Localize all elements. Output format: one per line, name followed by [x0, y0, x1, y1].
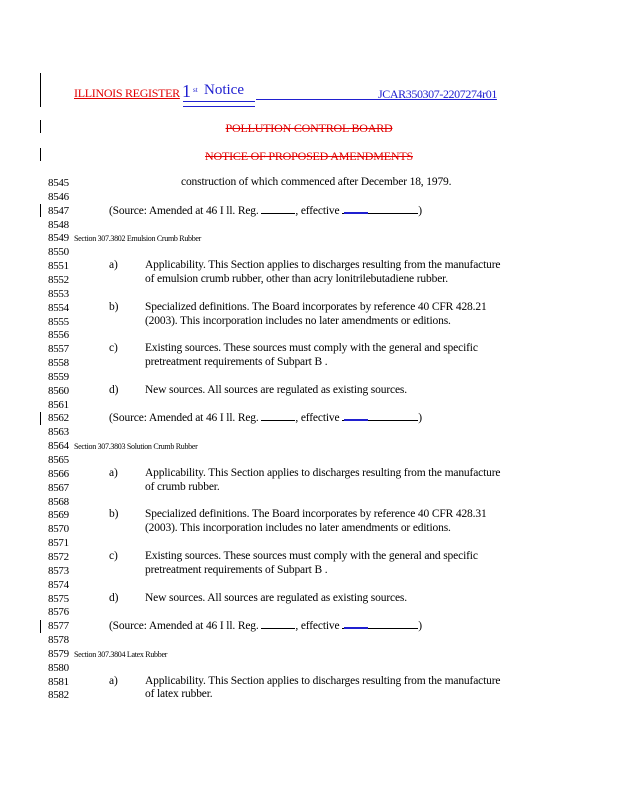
reg-blank: [261, 411, 295, 421]
body-text: [145, 467, 500, 479]
line-number: 8557: [48, 343, 69, 356]
text-run: New sources. All sources are regulated as existing sources.: [145, 591, 407, 604]
body-text: [145, 273, 448, 285]
text-run: Specialized definitions. The Board incorporates by reference 40 CFR 428.31: [145, 508, 487, 521]
line-number: 8582: [48, 689, 69, 702]
line-number: 8552: [48, 273, 69, 286]
issue-number: 1: [182, 81, 191, 101]
change-bar: [40, 73, 41, 107]
body-text: [145, 522, 451, 534]
effective-label: , effective: [295, 620, 340, 633]
line-number: 8547: [48, 204, 69, 217]
line-number: 8553: [48, 287, 69, 300]
change-bar: [40, 412, 41, 425]
line-number: 8554: [48, 301, 69, 314]
body-text: [145, 481, 220, 493]
line-number: 8578: [48, 634, 69, 647]
subsection-label: d): [109, 591, 119, 604]
line-number: 8549: [48, 232, 69, 245]
agency-name: POLLUTION CONTROL BOARD: [225, 121, 393, 135]
closing-paren: ): [418, 620, 422, 633]
body-text: [145, 564, 327, 576]
text-run: New sources. All sources are regulated as existing sources.: [145, 383, 407, 396]
line-number: 8577: [48, 620, 69, 633]
closing-paren: ): [418, 204, 422, 217]
effective-label: , effective: [295, 412, 340, 425]
line-number: 8564: [48, 440, 69, 453]
line-number: 8558: [48, 357, 69, 370]
body-text: [145, 259, 500, 271]
line-number: 8570: [48, 523, 69, 536]
subsection-label: a): [109, 259, 118, 272]
text-run: Specialized definitions. The Board incorporates by reference 40 CFR 428.21: [145, 300, 487, 313]
section-heading: Section 307.3803 Solution Crumb Rubber: [74, 442, 198, 452]
line-number: 8575: [48, 592, 69, 605]
body-text: [145, 384, 407, 396]
subsection-label: c): [109, 549, 118, 562]
header-rule: [183, 101, 255, 102]
line-number: 8548: [48, 218, 69, 231]
reg-blank: [261, 204, 295, 214]
header-rule: [183, 106, 255, 107]
line-number: 8571: [48, 537, 69, 550]
line-number: 8565: [48, 454, 69, 466]
text-run: Applicability. This Section applies to discharges resulting from the manufacture: [145, 674, 501, 687]
text-run: Existing sources. These sources must comply with the general and specific: [145, 549, 478, 562]
line-number: 8550: [48, 246, 69, 259]
source-note: [109, 619, 422, 632]
line-number: 8579: [48, 647, 69, 660]
text-run: pretreatment requirements of Subpart B .: [145, 356, 328, 369]
body-text: [145, 342, 478, 354]
text-run: of latex rubber.: [145, 688, 213, 701]
source-note: [109, 411, 422, 424]
body-text: [145, 592, 407, 604]
body-text: [145, 508, 487, 520]
line-number: 8562: [48, 412, 69, 425]
notice-type: NOTICE OF PROPOSED AMENDMENTS: [205, 149, 413, 163]
line-number: 8551: [48, 260, 69, 273]
issue-superscript: st: [193, 86, 198, 94]
line-number: 8556: [48, 329, 69, 342]
line-number: 8559: [48, 370, 69, 383]
line-number: 8567: [48, 481, 69, 494]
text-run: (Source: Amended at 46 I ll. Reg.: [109, 412, 259, 425]
line-number: 8560: [48, 384, 69, 397]
reg-blank: [261, 619, 295, 629]
line-number: 8561: [48, 398, 69, 411]
line-number: 8569: [48, 509, 69, 522]
line-number: 8580: [48, 661, 69, 674]
text-run: of crumb rubber.: [145, 480, 220, 493]
change-bar: [40, 620, 41, 633]
change-bar: [40, 204, 41, 217]
notice-label: Notice: [204, 82, 244, 98]
section-heading: Section 307.3802 Emulsion Crumb Rubber: [74, 234, 202, 244]
text-run: (2003). This incorporation includes no later amendments or editions.: [145, 314, 451, 327]
body-text: [145, 550, 478, 562]
line-number: 8576: [48, 606, 69, 619]
line-number: 8572: [48, 550, 69, 563]
register-title: ILLINOIS REGISTER: [74, 86, 180, 100]
text-run: (Source: Amended at 46 I ll. Reg.: [109, 204, 259, 217]
body-text: [145, 675, 500, 687]
line-number: 8563: [48, 426, 69, 439]
subsection-label: b): [109, 300, 119, 313]
body-text: [145, 356, 327, 368]
line-number: 8545: [48, 177, 69, 189]
effective-blank: [342, 411, 418, 421]
section-heading: Section 307.3804 Latex Rubber: [74, 649, 168, 659]
line-number: 8573: [48, 564, 69, 577]
subsection-label: b): [109, 508, 119, 521]
subsection-label: c): [109, 342, 118, 355]
effective-blank: [342, 204, 418, 214]
line-number: 8581: [48, 675, 69, 688]
subsection-label: a): [109, 466, 118, 479]
line-number: 8546: [48, 190, 69, 203]
jcar-code: JCAR350307-2207274r01: [378, 87, 497, 101]
closing-paren: ): [418, 412, 422, 425]
text-run: Applicability. This Section applies to discharges resulting from the manufacture: [145, 466, 501, 479]
body-text: [181, 176, 451, 188]
body-text: [145, 688, 213, 700]
effective-blank: [342, 619, 418, 629]
effective-label: , effective: [295, 204, 340, 217]
text-run: Existing sources. These sources must comply with the general and specific: [145, 342, 478, 355]
line-number: 8574: [48, 578, 69, 591]
line-number: 8566: [48, 467, 69, 480]
text-run: construction of which commenced after December 18, 1979.: [181, 176, 452, 188]
header-rule: [256, 99, 378, 100]
subsection-label: a): [109, 674, 118, 687]
text-run: of emulsion crumb rubber, other than acry lonitrilebutadiene rubber.: [145, 272, 448, 285]
text-run: (2003). This incorporation includes no later amendments or editions.: [145, 522, 451, 535]
body-text: [145, 315, 451, 327]
subsection-label: d): [109, 383, 119, 396]
body-text: [145, 301, 487, 313]
text-run: pretreatment requirements of Subpart B .: [145, 563, 328, 576]
line-number: 8555: [48, 315, 69, 328]
line-number: 8568: [48, 495, 69, 508]
text-run: (Source: Amended at 46 I ll. Reg.: [109, 620, 259, 633]
text-run: Applicability. This Section applies to discharges resulting from the manufacture: [145, 259, 501, 272]
source-note: [109, 204, 422, 217]
